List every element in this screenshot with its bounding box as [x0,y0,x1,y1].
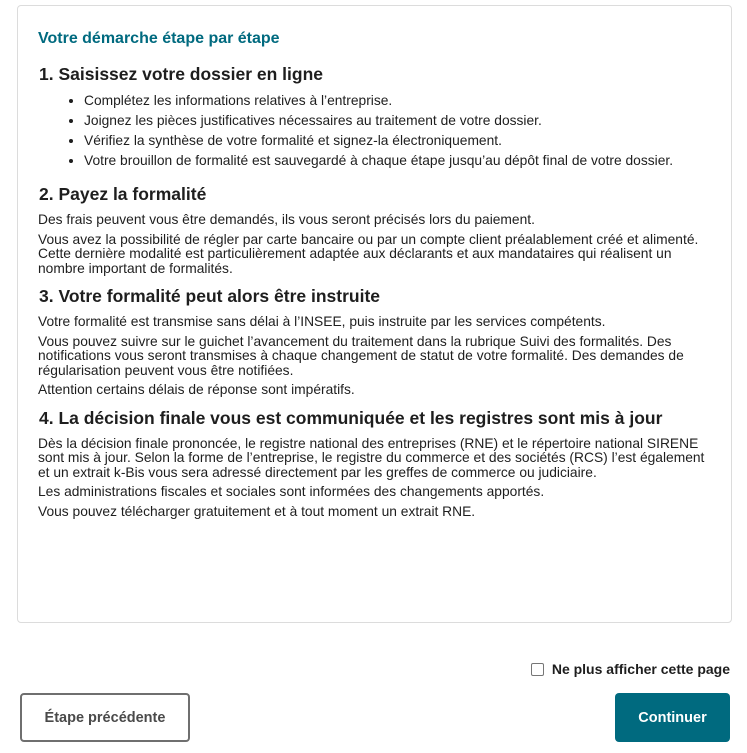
step-4-paragraph: Dès la décision finale prononcée, le registre national des entreprises (RNE) et le répertoire national SIRENE sont mis à jour. Selon la forme de l’entreprise, le registre du commerce et des sociétés (RCS) l’est également et un extrait k-Bis vous sera adressé directement par les greffes de commerce ou judiciaire. [38,435,705,480]
step-2-paragraph: Des frais peuvent vous être demandés, ils vous seront précisés lors du paiement. [38,212,535,227]
step-1-section [38,64,712,168]
card-title: Votre démarche étape par étape [38,30,280,47]
step-3-paragraph: Attention certains délais de réponse sont impératifs. [38,382,355,397]
steps-card [17,5,732,623]
continue-button[interactable]: Continuer [615,693,730,742]
step-4-section [38,408,712,520]
step-3-paragraph: Votre formalité est transmise sans délai à l’INSEE, puis instruite par les services compétents. [38,314,606,329]
list-item: • Complétez les informations relatives à l’entreprise. [84,93,712,108]
step-3-title: 3. Votre formalité peut alors être instruite [39,286,381,306]
step-4-paragraph: Les administrations fiscales et sociales sont informées des changements apportés. [38,484,545,499]
step-4-paragraph: Vous pouvez télécharger gratuitement et à tout moment un extrait RNE. [38,503,476,519]
list-item: • Votre brouillon de formalité est sauvegardé à chaque étape jusqu’au dépôt final de votre dossier. [84,153,712,168]
step-2-section [38,184,712,276]
list-item: • Joignez les pièces justificatives nécessaires au traitement de votre dossier. [84,113,712,128]
step-3-section [38,286,712,398]
step-2-paragraph: Vous avez la possibilité de régler par carte bancaire ou par un compte client préalablement créé et alimenté. Cette dernière modalité est particulièrement adaptée aux déclarants et aux mandataires qui réalisent un nombre important de formalités. [38,231,699,276]
step-4-title: 4. La décision finale vous est communiquée et les registres sont mis à jour [39,407,663,428]
step-3-paragraph: Vous pouvez suivre sur le guichet l’avancement du traitement dans la rubrique Suivi des formalités. Des notifications vous seront transmises à chaque changement de statut de votre formalité. Des demandes de régularisation peuvent vous être notifiées. [38,333,684,378]
hide-page-label[interactable]: Ne plus afficher cette page [551,661,730,677]
list-item: • Vérifiez la synthèse de votre formalité et signez-la électroniquement. [84,133,712,148]
step-1-title: 1. Saisissez votre dossier en ligne [39,64,324,84]
hide-page-option[interactable] [531,661,730,677]
step-1-list [38,93,712,168]
step-2-title: 2. Payez la formalité [39,184,207,204]
hide-page-checkbox[interactable] [531,663,544,676]
previous-step-button[interactable]: Étape précédente [20,693,190,742]
